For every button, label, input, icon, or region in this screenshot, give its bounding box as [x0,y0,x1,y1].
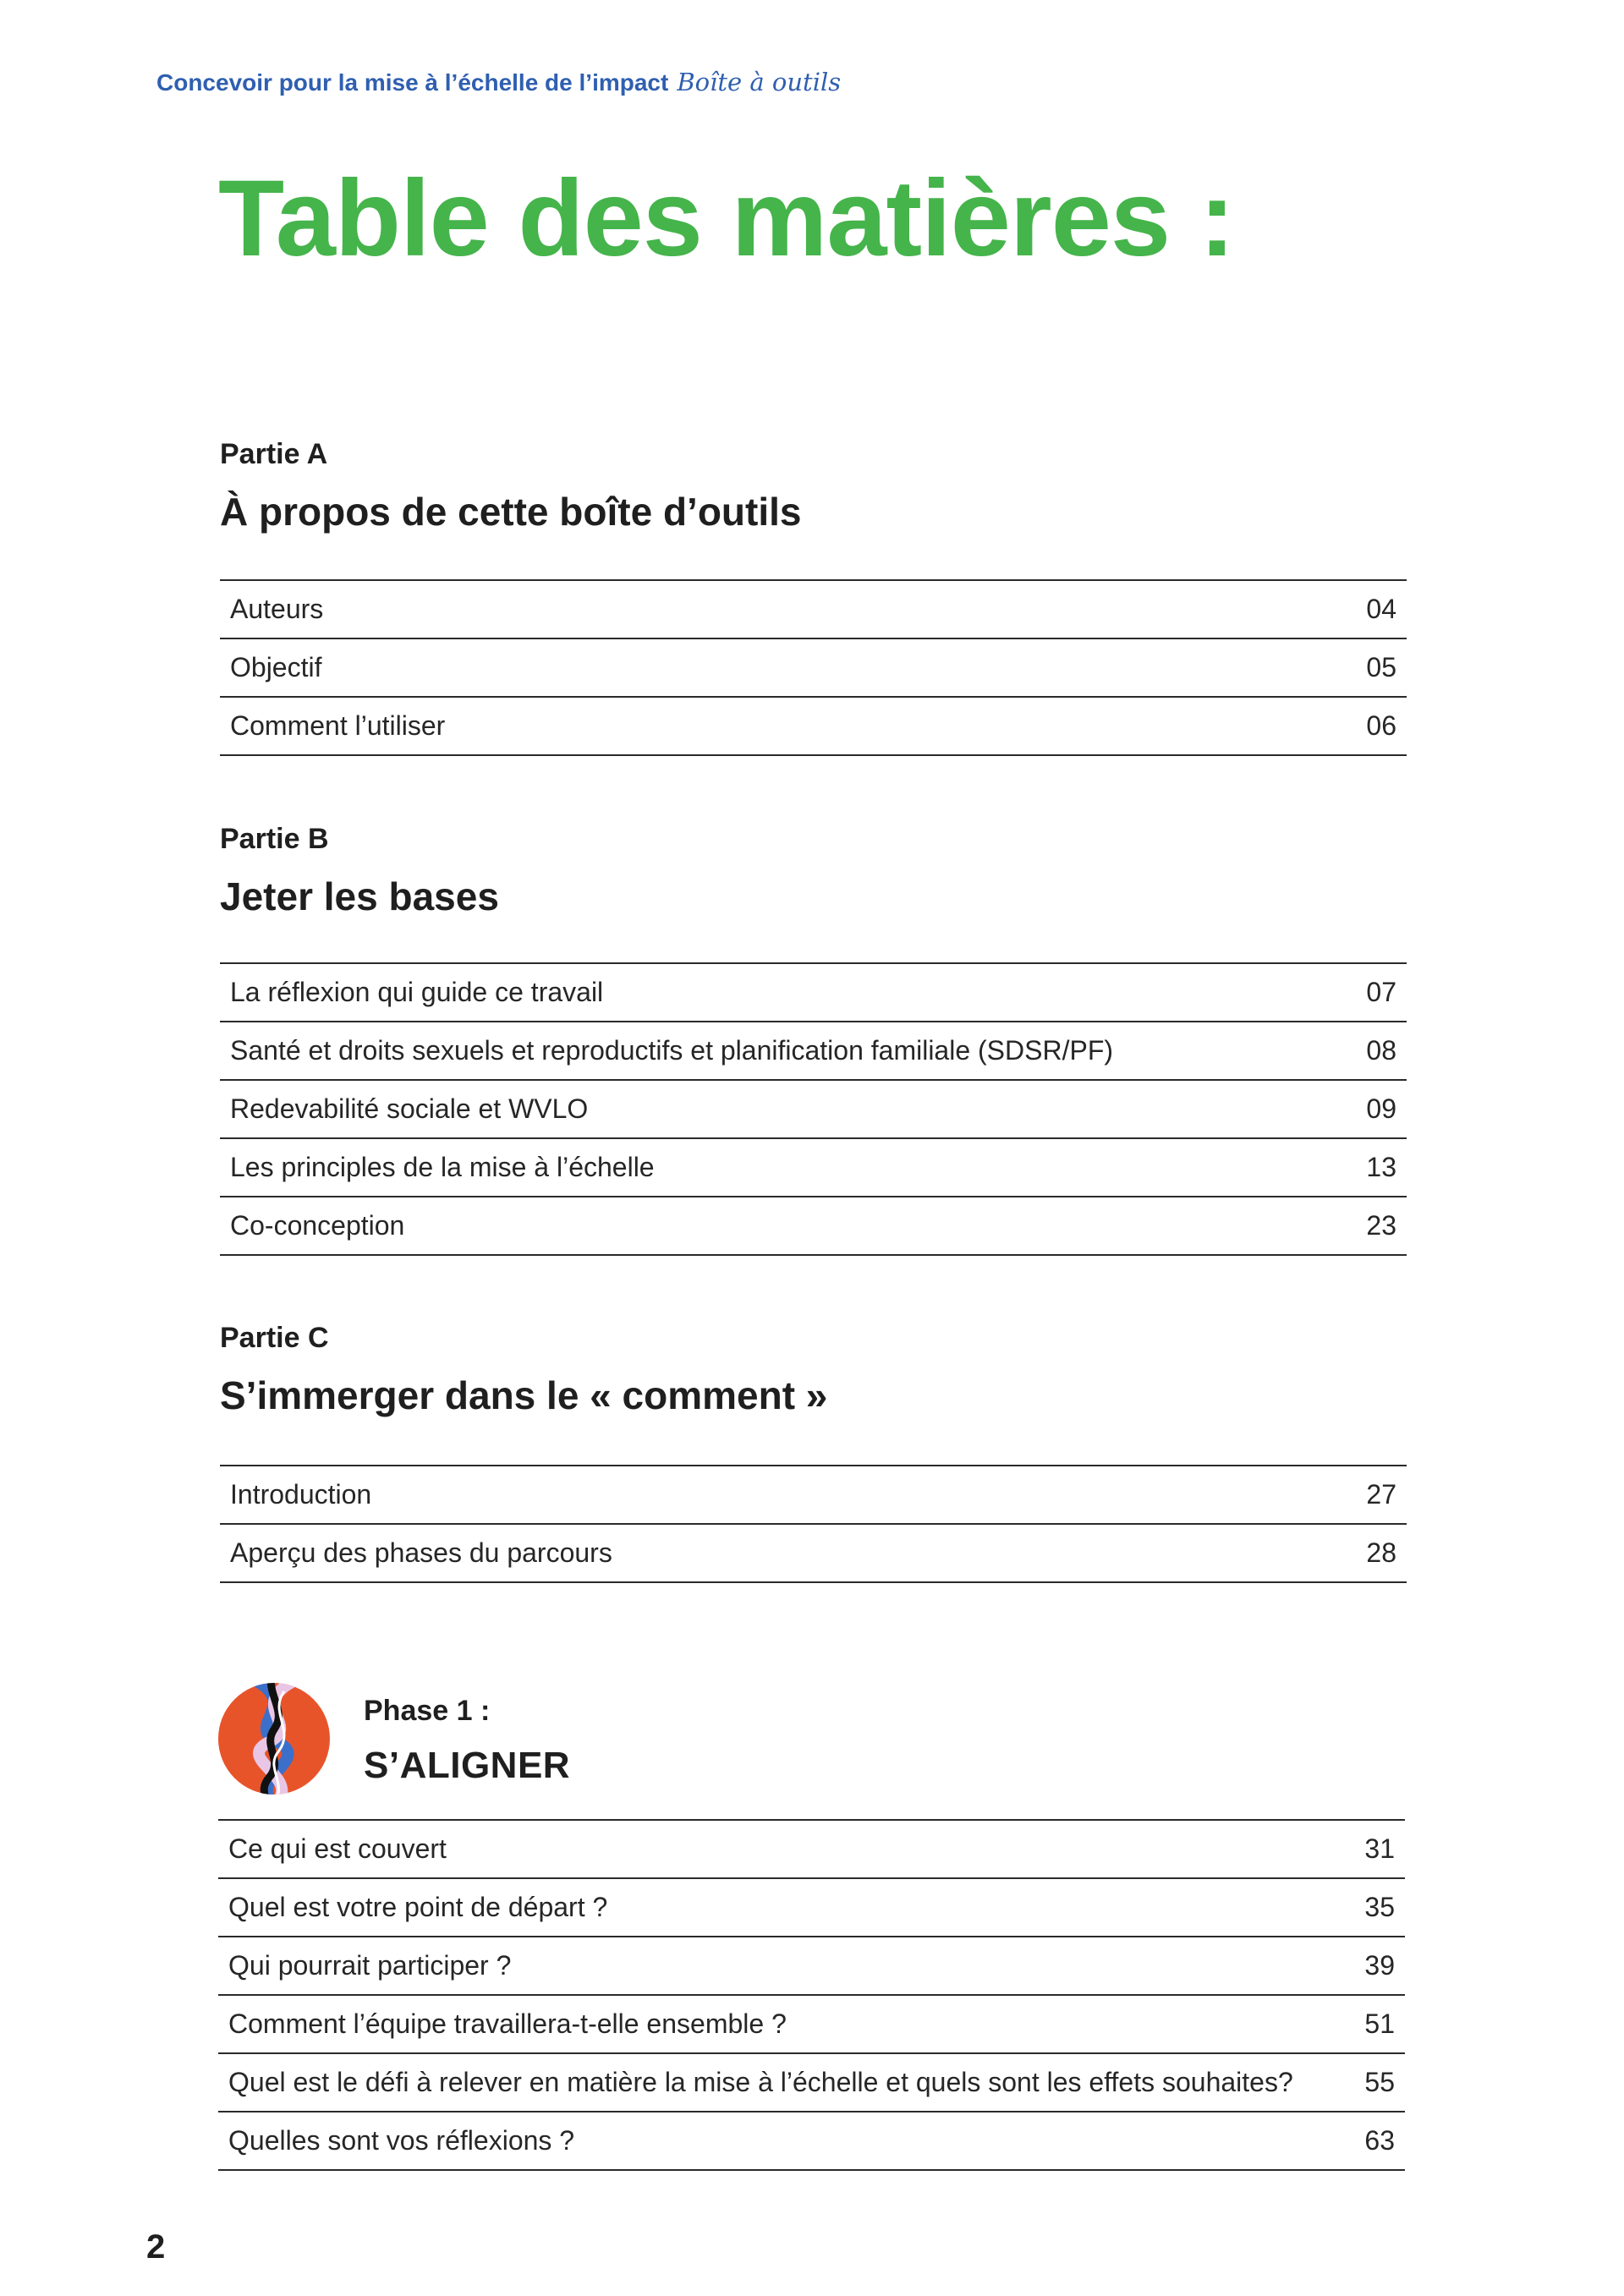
phase-1-text [364,1696,570,1784]
phase-1-heading [218,1683,1405,1801]
phase-1-toc [218,1819,1405,2171]
part-a-toc [220,579,1407,756]
part-c-toc [220,1465,1407,1583]
toc-entry[interactable] [218,2054,1405,2112]
toc-entry-page: 05 [1366,652,1396,682]
toc-entry-label: Santé et droits sexuels et reproductifs et planification familiale (SDSR/PF) [230,1035,1114,1066]
toc-entry-label: Les principles de la mise à l’échelle [230,1152,655,1182]
phase-1-title: S’ALIGNER [364,1745,571,1786]
toc-entry-label: Quelles sont vos réflexions ? [228,2125,575,2156]
part-a-section [220,438,1407,741]
toc-entry-page: 04 [1366,594,1396,624]
toc-entry[interactable] [220,581,1407,639]
part-b-label: Partie B [220,823,329,855]
part-c-label: Partie C [220,1322,329,1354]
toc-entry-page: 55 [1364,2067,1395,2097]
toc-entry[interactable] [218,2112,1405,2171]
part-b-toc [220,962,1407,1256]
phase-1-label: Phase 1 : [364,1695,491,1727]
running-header [156,68,841,96]
toc-entry-page: 28 [1366,1537,1396,1568]
part-b-title: Jeter les bases [220,874,499,918]
toc-entry-label: Qui pourrait participer ? [228,1950,512,1981]
toc-entry[interactable] [218,1996,1405,2054]
part-b-section [220,823,1407,1241]
toc-entry-label: Quel est votre point de départ ? [228,1892,608,1922]
toc-entry[interactable] [218,1879,1405,1937]
part-a-title: À propos de cette boîte d’outils [220,490,802,534]
toc-entry-page: 23 [1366,1210,1396,1241]
toc-entry-page: 06 [1366,710,1396,741]
toc-entry-label: Ce qui est couvert [228,1833,447,1864]
toc-entry-label: Comment l’utiliser [230,710,446,741]
toc-entry[interactable] [220,1525,1407,1583]
toc-entry-label: Quel est le défi à relever en matière la mise à l’échelle et quels sont les effets souhaites? [228,2067,1293,2097]
part-a-label: Partie A [220,438,328,470]
toc-entry-page: 09 [1366,1093,1396,1124]
toc-entry-label: Co-conception [230,1210,405,1241]
toc-entry-page: 63 [1364,2125,1395,2156]
toc-entry[interactable] [220,1081,1407,1139]
toc-entry[interactable] [220,964,1407,1022]
toc-entry[interactable] [220,1139,1407,1197]
toc-entry[interactable] [218,1937,1405,1996]
toc-entry-label: Objectif [230,652,322,682]
toc-entry-page: 31 [1364,1833,1395,1864]
page-title: Table des matières : [218,158,1235,279]
toc-entry[interactable] [220,639,1407,698]
toc-entry-page: 13 [1366,1152,1396,1182]
toc-entry-page: 39 [1364,1950,1395,1981]
toc-entry-page: 35 [1364,1892,1395,1922]
toc-entry-page: 07 [1366,977,1396,1007]
page-number: 2 [146,2228,166,2266]
running-header-title: Concevoir pour la mise à l’échelle de l’impact [156,69,669,96]
toc-entry[interactable] [220,1022,1407,1081]
toc-entry-label: La réflexion qui guide ce travail [230,977,604,1007]
part-c-title: S’immerger dans le « comment » [220,1373,828,1417]
toc-entry-label: Redevabilité sociale et WVLO [230,1093,589,1124]
toc-entry-label: Auteurs [230,594,324,624]
toc-entry[interactable] [220,1466,1407,1525]
toc-entry-label: Introduction [230,1479,372,1510]
toc-entry[interactable] [220,1197,1407,1256]
toc-entry[interactable] [218,1821,1405,1879]
toc-entry-page: 27 [1366,1479,1396,1510]
toc-entry-page: 51 [1364,2008,1395,2039]
part-c-section [220,1322,1407,1568]
phase-1-section [218,1683,1405,2156]
toc-entry-label: Aperçu des phases du parcours [230,1537,612,1568]
toc-entry[interactable] [220,698,1407,756]
toc-entry-label: Comment l’équipe travaillera-t-elle ensemble ? [228,2008,787,2039]
braided-circle-icon [218,1683,330,1795]
toc-entry-page: 08 [1366,1035,1396,1066]
running-header-subtitle: Boîte à outils [677,68,842,96]
